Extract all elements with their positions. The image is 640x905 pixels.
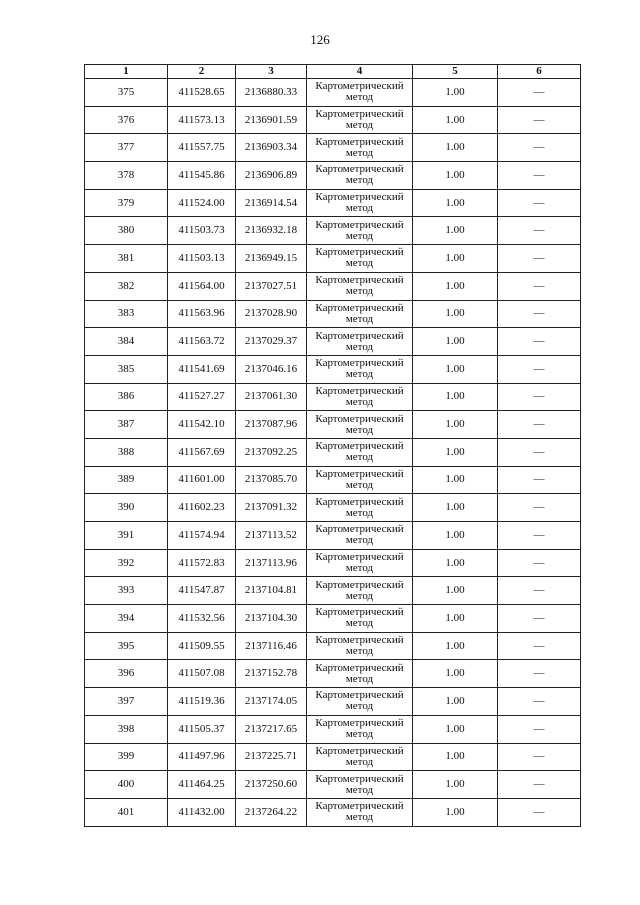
x-coordinate-cell: 411557.75 [168,134,236,162]
accuracy-cell: 1.00 [413,106,498,134]
method-line: Картометрический [315,661,404,674]
column-header: 5 [413,65,498,79]
point-number-cell: 393 [85,577,168,605]
y-coordinate-cell: 2136903.34 [236,134,307,162]
note-cell: — [498,494,581,522]
x-coordinate-cell: 411547.87 [168,577,236,605]
note-cell: — [498,632,581,660]
x-coordinate-cell: 411563.72 [168,328,236,356]
x-coordinate-cell: 411528.65 [168,79,236,107]
method-line: Картометрический [315,717,404,730]
point-number-cell: 399 [85,743,168,771]
note-cell: — [498,466,581,494]
note-cell: — [498,743,581,771]
point-number-cell: 394 [85,605,168,633]
accuracy-cell: 1.00 [413,577,498,605]
note-cell: — [498,272,581,300]
y-coordinate-cell: 2136914.54 [236,189,307,217]
table-row [85,632,581,660]
accuracy-cell: 1.00 [413,632,498,660]
x-coordinate-cell: 411503.73 [168,217,236,245]
point-number-cell: 384 [85,328,168,356]
table-row [85,577,581,605]
table-row [85,300,581,328]
table-row [85,162,581,190]
method-cell [307,771,413,799]
x-coordinate-cell: 411563.96 [168,300,236,328]
column-header: 6 [498,65,581,79]
y-coordinate-cell: 2137174.05 [236,688,307,716]
accuracy-cell: 1.00 [413,494,498,522]
method-line: метод [345,672,374,685]
method-cell [307,660,413,688]
method-cell [307,189,413,217]
method-cell [307,300,413,328]
table-row [85,355,581,383]
method-line: Картометрический [315,384,404,397]
point-number-cell: 386 [85,383,168,411]
point-number-cell: 390 [85,494,168,522]
method-line: Картометрический [315,191,404,204]
method-cell [307,383,413,411]
note-cell: — [498,300,581,328]
method-cell [307,328,413,356]
table-row [85,798,581,826]
method-line: метод [345,700,374,713]
method-cell [307,715,413,743]
method-line: Картометрический [315,689,404,702]
method-line: метод [345,478,374,491]
point-number-cell: 380 [85,217,168,245]
method-line: метод [345,285,374,298]
coordinates-table [84,64,581,827]
point-number-cell: 382 [85,272,168,300]
method-cell [307,134,413,162]
point-number-cell: 387 [85,411,168,439]
table-row [85,328,581,356]
note-cell: — [498,660,581,688]
method-line: метод [345,174,374,187]
point-number-cell: 377 [85,134,168,162]
column-header: 1 [85,65,168,79]
y-coordinate-cell: 2136932.18 [236,217,307,245]
method-cell [307,798,413,826]
x-coordinate-cell: 411601.00 [168,466,236,494]
table-row [85,217,581,245]
note-cell: — [498,605,581,633]
point-number-cell: 395 [85,632,168,660]
table-row [85,245,581,273]
method-line: метод [345,562,374,575]
method-line: метод [345,534,374,547]
method-cell [307,688,413,716]
y-coordinate-cell: 2137061.30 [236,383,307,411]
method-cell [307,162,413,190]
method-cell [307,577,413,605]
table-row [85,383,581,411]
accuracy-cell: 1.00 [413,272,498,300]
y-coordinate-cell: 2137113.52 [236,522,307,550]
point-number-cell: 381 [85,245,168,273]
x-coordinate-cell: 411505.37 [168,715,236,743]
table-row [85,438,581,466]
method-line: Картометрический [315,108,404,121]
note-cell: — [498,134,581,162]
note-cell: — [498,217,581,245]
x-coordinate-cell: 411532.56 [168,605,236,633]
x-coordinate-cell: 411542.10 [168,411,236,439]
method-line: Картометрический [315,329,404,342]
table-row [85,411,581,439]
table-header-row [85,65,581,79]
x-coordinate-cell: 411524.00 [168,189,236,217]
accuracy-cell: 1.00 [413,522,498,550]
method-cell [307,466,413,494]
y-coordinate-cell: 2137264.22 [236,798,307,826]
x-coordinate-cell: 411574.94 [168,522,236,550]
y-coordinate-cell: 2137225.71 [236,743,307,771]
y-coordinate-cell: 2137104.30 [236,605,307,633]
point-number-cell: 388 [85,438,168,466]
table-row [85,743,581,771]
y-coordinate-cell: 2137028.90 [236,300,307,328]
method-line: метод [345,91,374,104]
accuracy-cell: 1.00 [413,300,498,328]
x-coordinate-cell: 411464.25 [168,771,236,799]
accuracy-cell: 1.00 [413,79,498,107]
accuracy-cell: 1.00 [413,162,498,190]
method-line: метод [345,645,374,658]
method-line: Картометрический [315,274,404,287]
y-coordinate-cell: 2137217.65 [236,715,307,743]
method-line: Картометрический [315,135,404,148]
x-coordinate-cell: 411602.23 [168,494,236,522]
method-cell [307,245,413,273]
y-coordinate-cell: 2137085.70 [236,466,307,494]
method-line: метод [345,340,374,353]
method-line: метод [345,506,374,519]
accuracy-cell: 1.00 [413,660,498,688]
y-coordinate-cell: 2136901.59 [236,106,307,134]
y-coordinate-cell: 2136949.15 [236,245,307,273]
x-coordinate-cell: 411507.08 [168,660,236,688]
note-cell: — [498,383,581,411]
point-number-cell: 385 [85,355,168,383]
table-row [85,189,581,217]
method-line: метод [345,451,374,464]
page-number: 126 [310,32,330,47]
method-line: Картометрический [315,551,404,564]
column-header: 4 [307,65,413,79]
note-cell: — [498,245,581,273]
note-cell: — [498,577,581,605]
point-number-cell: 375 [85,79,168,107]
method-cell [307,438,413,466]
y-coordinate-cell: 2136880.33 [236,79,307,107]
accuracy-cell: 1.00 [413,328,498,356]
point-number-cell: 383 [85,300,168,328]
method-line: метод [345,728,374,741]
method-line: метод [345,755,374,768]
accuracy-cell: 1.00 [413,355,498,383]
y-coordinate-cell: 2136906.89 [236,162,307,190]
method-line: Картометрический [315,357,404,370]
method-line: Картометрический [315,467,404,480]
accuracy-cell: 1.00 [413,549,498,577]
x-coordinate-cell: 411527.27 [168,383,236,411]
x-coordinate-cell: 411519.36 [168,688,236,716]
method-line: метод [345,368,374,381]
accuracy-cell: 1.00 [413,605,498,633]
x-coordinate-cell: 411503.13 [168,245,236,273]
method-cell [307,411,413,439]
method-line: Картометрический [315,772,404,785]
y-coordinate-cell: 2137092.25 [236,438,307,466]
method-cell [307,217,413,245]
method-line: метод [345,312,374,325]
method-line: Картометрический [315,412,404,425]
table-row [85,106,581,134]
point-number-cell: 397 [85,688,168,716]
method-line: Картометрический [315,578,404,591]
method-cell [307,79,413,107]
note-cell: — [498,438,581,466]
method-cell [307,494,413,522]
accuracy-cell: 1.00 [413,715,498,743]
method-cell [307,355,413,383]
table-row [85,466,581,494]
point-number-cell: 400 [85,771,168,799]
note-cell: — [498,522,581,550]
method-line: Картометрический [315,246,404,259]
y-coordinate-cell: 2137116.46 [236,632,307,660]
note-cell: — [498,106,581,134]
accuracy-cell: 1.00 [413,245,498,273]
note-cell: — [498,189,581,217]
point-number-cell: 398 [85,715,168,743]
accuracy-cell: 1.00 [413,798,498,826]
method-cell [307,106,413,134]
y-coordinate-cell: 2137104.81 [236,577,307,605]
method-line: метод [345,119,374,132]
method-line: Картометрический [315,634,404,647]
column-header: 3 [236,65,307,79]
method-line: метод [345,395,374,408]
note-cell: — [498,798,581,826]
note-cell: — [498,771,581,799]
y-coordinate-cell: 2137152.78 [236,660,307,688]
method-cell [307,605,413,633]
method-cell [307,632,413,660]
y-coordinate-cell: 2137087.96 [236,411,307,439]
method-line: метод [345,257,374,270]
method-cell [307,272,413,300]
note-cell: — [498,688,581,716]
table-row [85,134,581,162]
accuracy-cell: 1.00 [413,771,498,799]
y-coordinate-cell: 2137091.32 [236,494,307,522]
x-coordinate-cell: 411567.69 [168,438,236,466]
method-line: Картометрический [315,606,404,619]
method-line: метод [345,783,374,796]
y-coordinate-cell: 2137113.96 [236,549,307,577]
note-cell: — [498,715,581,743]
method-line: Картометрический [315,523,404,536]
note-cell: — [498,549,581,577]
note-cell: — [498,411,581,439]
x-coordinate-cell: 411564.00 [168,272,236,300]
x-coordinate-cell: 411432.00 [168,798,236,826]
x-coordinate-cell: 411497.96 [168,743,236,771]
method-line: Картометрический [315,163,404,176]
x-coordinate-cell: 411572.83 [168,549,236,577]
accuracy-cell: 1.00 [413,411,498,439]
method-line: Картометрический [315,744,404,757]
column-header: 2 [168,65,236,79]
point-number-cell: 379 [85,189,168,217]
table-row [85,771,581,799]
table-row [85,715,581,743]
method-cell [307,522,413,550]
table-row [85,494,581,522]
method-line: метод [345,811,374,824]
table-row [85,79,581,107]
point-number-cell: 396 [85,660,168,688]
method-line: Картометрический [315,301,404,314]
method-line: метод [345,202,374,215]
table-row [85,660,581,688]
note-cell: — [498,162,581,190]
point-number-cell: 392 [85,549,168,577]
y-coordinate-cell: 2137027.51 [236,272,307,300]
x-coordinate-cell: 411573.13 [168,106,236,134]
point-number-cell: 378 [85,162,168,190]
point-number-cell: 376 [85,106,168,134]
method-cell [307,549,413,577]
method-line: метод [345,229,374,242]
note-cell: — [498,328,581,356]
method-line: метод [345,589,374,602]
x-coordinate-cell: 411541.69 [168,355,236,383]
y-coordinate-cell: 2137046.16 [236,355,307,383]
accuracy-cell: 1.00 [413,189,498,217]
accuracy-cell: 1.00 [413,383,498,411]
y-coordinate-cell: 2137250.60 [236,771,307,799]
method-line: Картометрический [315,800,404,813]
table-row [85,605,581,633]
note-cell: — [498,79,581,107]
table-row [85,272,581,300]
method-line: метод [345,146,374,159]
accuracy-cell: 1.00 [413,438,498,466]
method-line: Картометрический [315,495,404,508]
table-row [85,522,581,550]
point-number-cell: 391 [85,522,168,550]
point-number-cell: 401 [85,798,168,826]
y-coordinate-cell: 2137029.37 [236,328,307,356]
method-cell [307,743,413,771]
x-coordinate-cell: 411545.86 [168,162,236,190]
table-row [85,549,581,577]
accuracy-cell: 1.00 [413,688,498,716]
method-line: Картометрический [315,440,404,453]
point-number-cell: 389 [85,466,168,494]
method-line: Картометрический [315,218,404,231]
note-cell: — [498,355,581,383]
accuracy-cell: 1.00 [413,134,498,162]
accuracy-cell: 1.00 [413,217,498,245]
method-line: метод [345,423,374,436]
method-line: Картометрический [315,80,404,93]
x-coordinate-cell: 411509.55 [168,632,236,660]
table-row [85,688,581,716]
accuracy-cell: 1.00 [413,743,498,771]
method-line: метод [345,617,374,630]
accuracy-cell: 1.00 [413,466,498,494]
